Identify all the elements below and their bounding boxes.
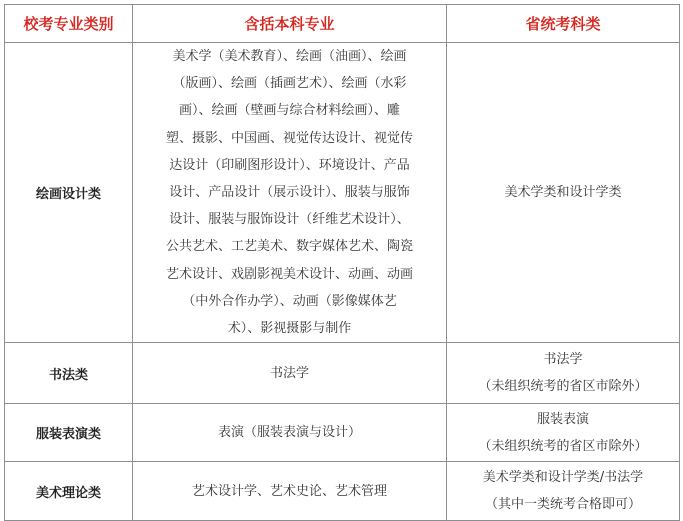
majors-cell	[133, 43, 447, 343]
majors-line: 画）、绘画（壁画与综合材料绘画）、雕	[178, 103, 400, 119]
table-row	[5, 43, 680, 343]
majors-line: 术）、影视摄影与制作	[227, 321, 352, 337]
majors-line: 美术学（美术教育）、绘画（油画）、绘画	[172, 49, 407, 64]
exam-subject-cell	[447, 43, 680, 343]
majors-line: 设计、产品设计（展示设计）、服装与服饰	[169, 185, 410, 201]
majors-cell	[133, 343, 447, 404]
exam-subject-line: 美术学类和设计学类/书法学	[482, 470, 644, 486]
majors-line: 塑、摄影、中国画、视觉传达设计、视觉传	[165, 130, 413, 146]
table-header-row	[5, 5, 680, 43]
majors-line: 设计、服装与服饰设计（纤维艺术设计）、	[169, 212, 410, 228]
category-cell: 绘画设计类	[5, 43, 133, 343]
category-cell: 服装表演类	[5, 404, 133, 462]
majors-line: 公共艺术、工艺美术、数字媒体艺术、陶瓷	[165, 239, 413, 255]
majors-line: （版画）、绘画（插画艺术）、绘画（水彩	[172, 76, 407, 92]
exam-subject-line: 美术学类和设计学类	[504, 185, 622, 201]
majors-line: 达设计（印刷图形设计）、环境设计、产品	[169, 157, 410, 173]
exam-subject-cell	[447, 343, 680, 404]
majors-line: 表演（服装表演与设计）	[217, 425, 361, 441]
majors-cell	[133, 404, 447, 462]
exam-subject-line: 服装表演	[536, 411, 589, 427]
table-row	[5, 462, 680, 521]
table-row	[5, 404, 680, 462]
category-cell: 书法类	[5, 343, 133, 404]
exam-subject-note: （未组织统考的省区市除外）	[478, 438, 648, 454]
exam-subject-cell	[447, 462, 680, 521]
majors-line: （中外合作办学）、动画（影像媒体艺	[182, 293, 397, 309]
exam-subject-note: （其中一类统考合格即可）	[484, 497, 641, 513]
majors-line: 艺术设计学、艺术史论、艺术管理	[191, 483, 387, 499]
majors-cell	[133, 462, 447, 521]
exam-subject-line: 书法学	[543, 352, 583, 368]
exam-subject-note: （未组织统考的省区市除外）	[478, 379, 648, 395]
major-category-table	[4, 4, 680, 521]
table-row	[5, 343, 680, 404]
header-exam-subject: 省统考科类	[447, 5, 680, 43]
header-category: 校考专业类别	[5, 5, 133, 43]
header-majors: 含括本科专业	[133, 5, 447, 43]
majors-line: 书法学	[269, 365, 309, 381]
exam-subject-cell	[447, 404, 680, 462]
category-cell: 美术理论类	[5, 462, 133, 521]
majors-line: 艺术设计、戏剧影视美术设计、动画、动画	[165, 266, 413, 282]
